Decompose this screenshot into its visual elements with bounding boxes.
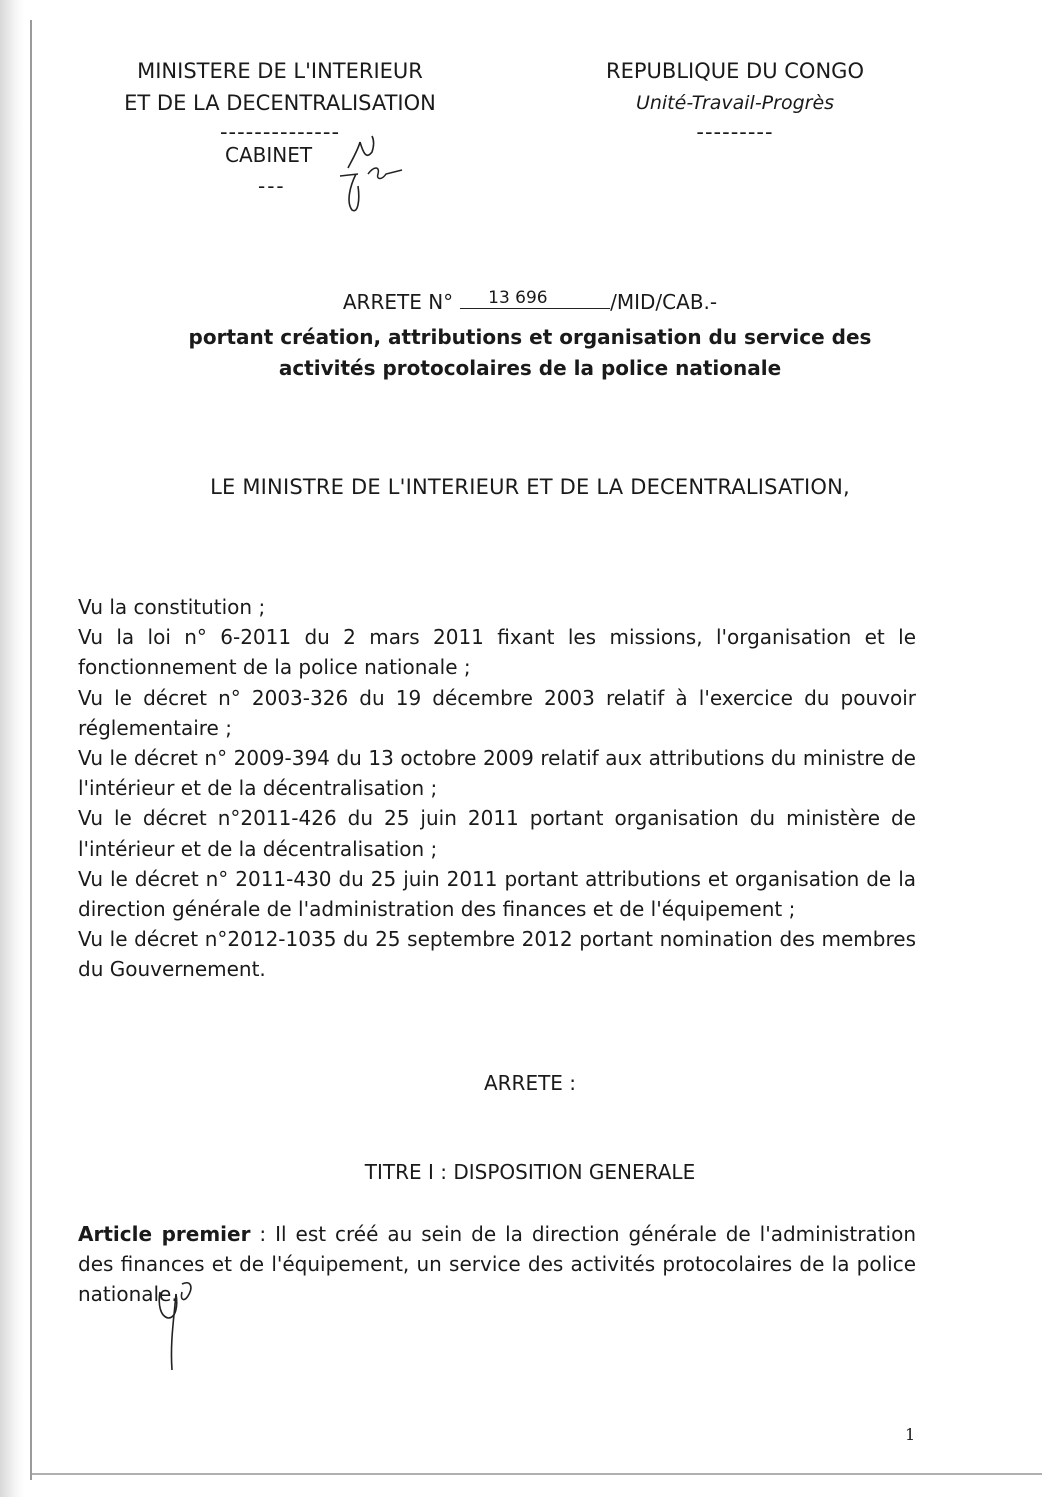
cabinet-separator: --- xyxy=(258,174,286,198)
ministry-name-line2: ET DE LA DECENTRALISATION xyxy=(124,91,436,115)
visa-item: Vu le décret n° 2003-326 du 19 décembre 2003 relatif à l'exercice du pouvoir réglementaire ; xyxy=(78,685,916,740)
republic-name: REPUBLIQUE DU CONGO xyxy=(606,59,864,83)
paraph-initials xyxy=(150,1278,210,1378)
decree-suffix: /MID/CAB.- xyxy=(610,290,718,314)
republic-separator: --------- xyxy=(696,120,774,144)
scan-bottom-edge xyxy=(32,1473,1042,1475)
visa-item: Vu le décret n°2012-1035 du 25 septembre 2012 portant nomination des membres du Gouvernement. xyxy=(78,927,916,982)
visa-item: Vu le décret n°2011-426 du 25 juin 2011 portant organisation du ministère de l'intérieur et de la décentralisation ; xyxy=(78,806,916,861)
scan-left-edge xyxy=(0,0,24,1497)
ministry-name-line1: MINISTERE DE L'INTERIEUR xyxy=(137,59,423,83)
visas-list xyxy=(78,592,916,985)
republic-motto: Unité-Travail-Progrès xyxy=(635,92,835,114)
decree-prefix: ARRETE N° xyxy=(342,290,454,314)
scan-binding-line xyxy=(30,20,32,1480)
visa-item: Vu la constitution ; xyxy=(78,595,266,619)
visa-item: Vu la loi n° 6-2011 du 2 mars 2011 fixant les missions, l'organisation et le fonctionnement de la police nationale ; xyxy=(78,625,916,680)
ministry-separator: -------------- xyxy=(219,120,341,144)
decree-number-line xyxy=(0,290,1060,315)
arrete-heading: ARRETE : xyxy=(483,1071,577,1095)
page-number: 1 xyxy=(905,1425,916,1444)
cabinet-label: CABINET xyxy=(225,143,313,167)
visa-item: Vu le décret n° 2009-394 du 13 octobre 2009 relatif aux attributions du ministre de l'intérieur et de la décentralisation ; xyxy=(78,746,916,801)
visa-item: Vu le décret n° 2011-430 du 25 juin 2011 portant attributions et organisation de la direction générale de l'administration des finances et de l'équipement ; xyxy=(78,866,916,922)
minister-heading: LE MINISTRE DE L'INTERIEUR ET DE LA DECENTRALISATION, xyxy=(210,475,850,499)
republic-header xyxy=(570,55,900,145)
titre-heading: TITRE I : DISPOSITION GENERALE xyxy=(364,1160,696,1184)
cabinet-handwritten-initials xyxy=(330,130,410,215)
article-text: : Il est créé au sein de la direction générale de l'administration des finances et de l'équipement, un service des activités protocolaires de la police nationale. xyxy=(78,1222,916,1306)
article-label: Article premier xyxy=(78,1222,251,1246)
decree-subtitle: portant création, attributions et organisation du service des activités protocolaires de la police nationale xyxy=(188,325,872,380)
ministry-header xyxy=(90,55,470,145)
decree-number: 13 696 xyxy=(460,288,610,309)
